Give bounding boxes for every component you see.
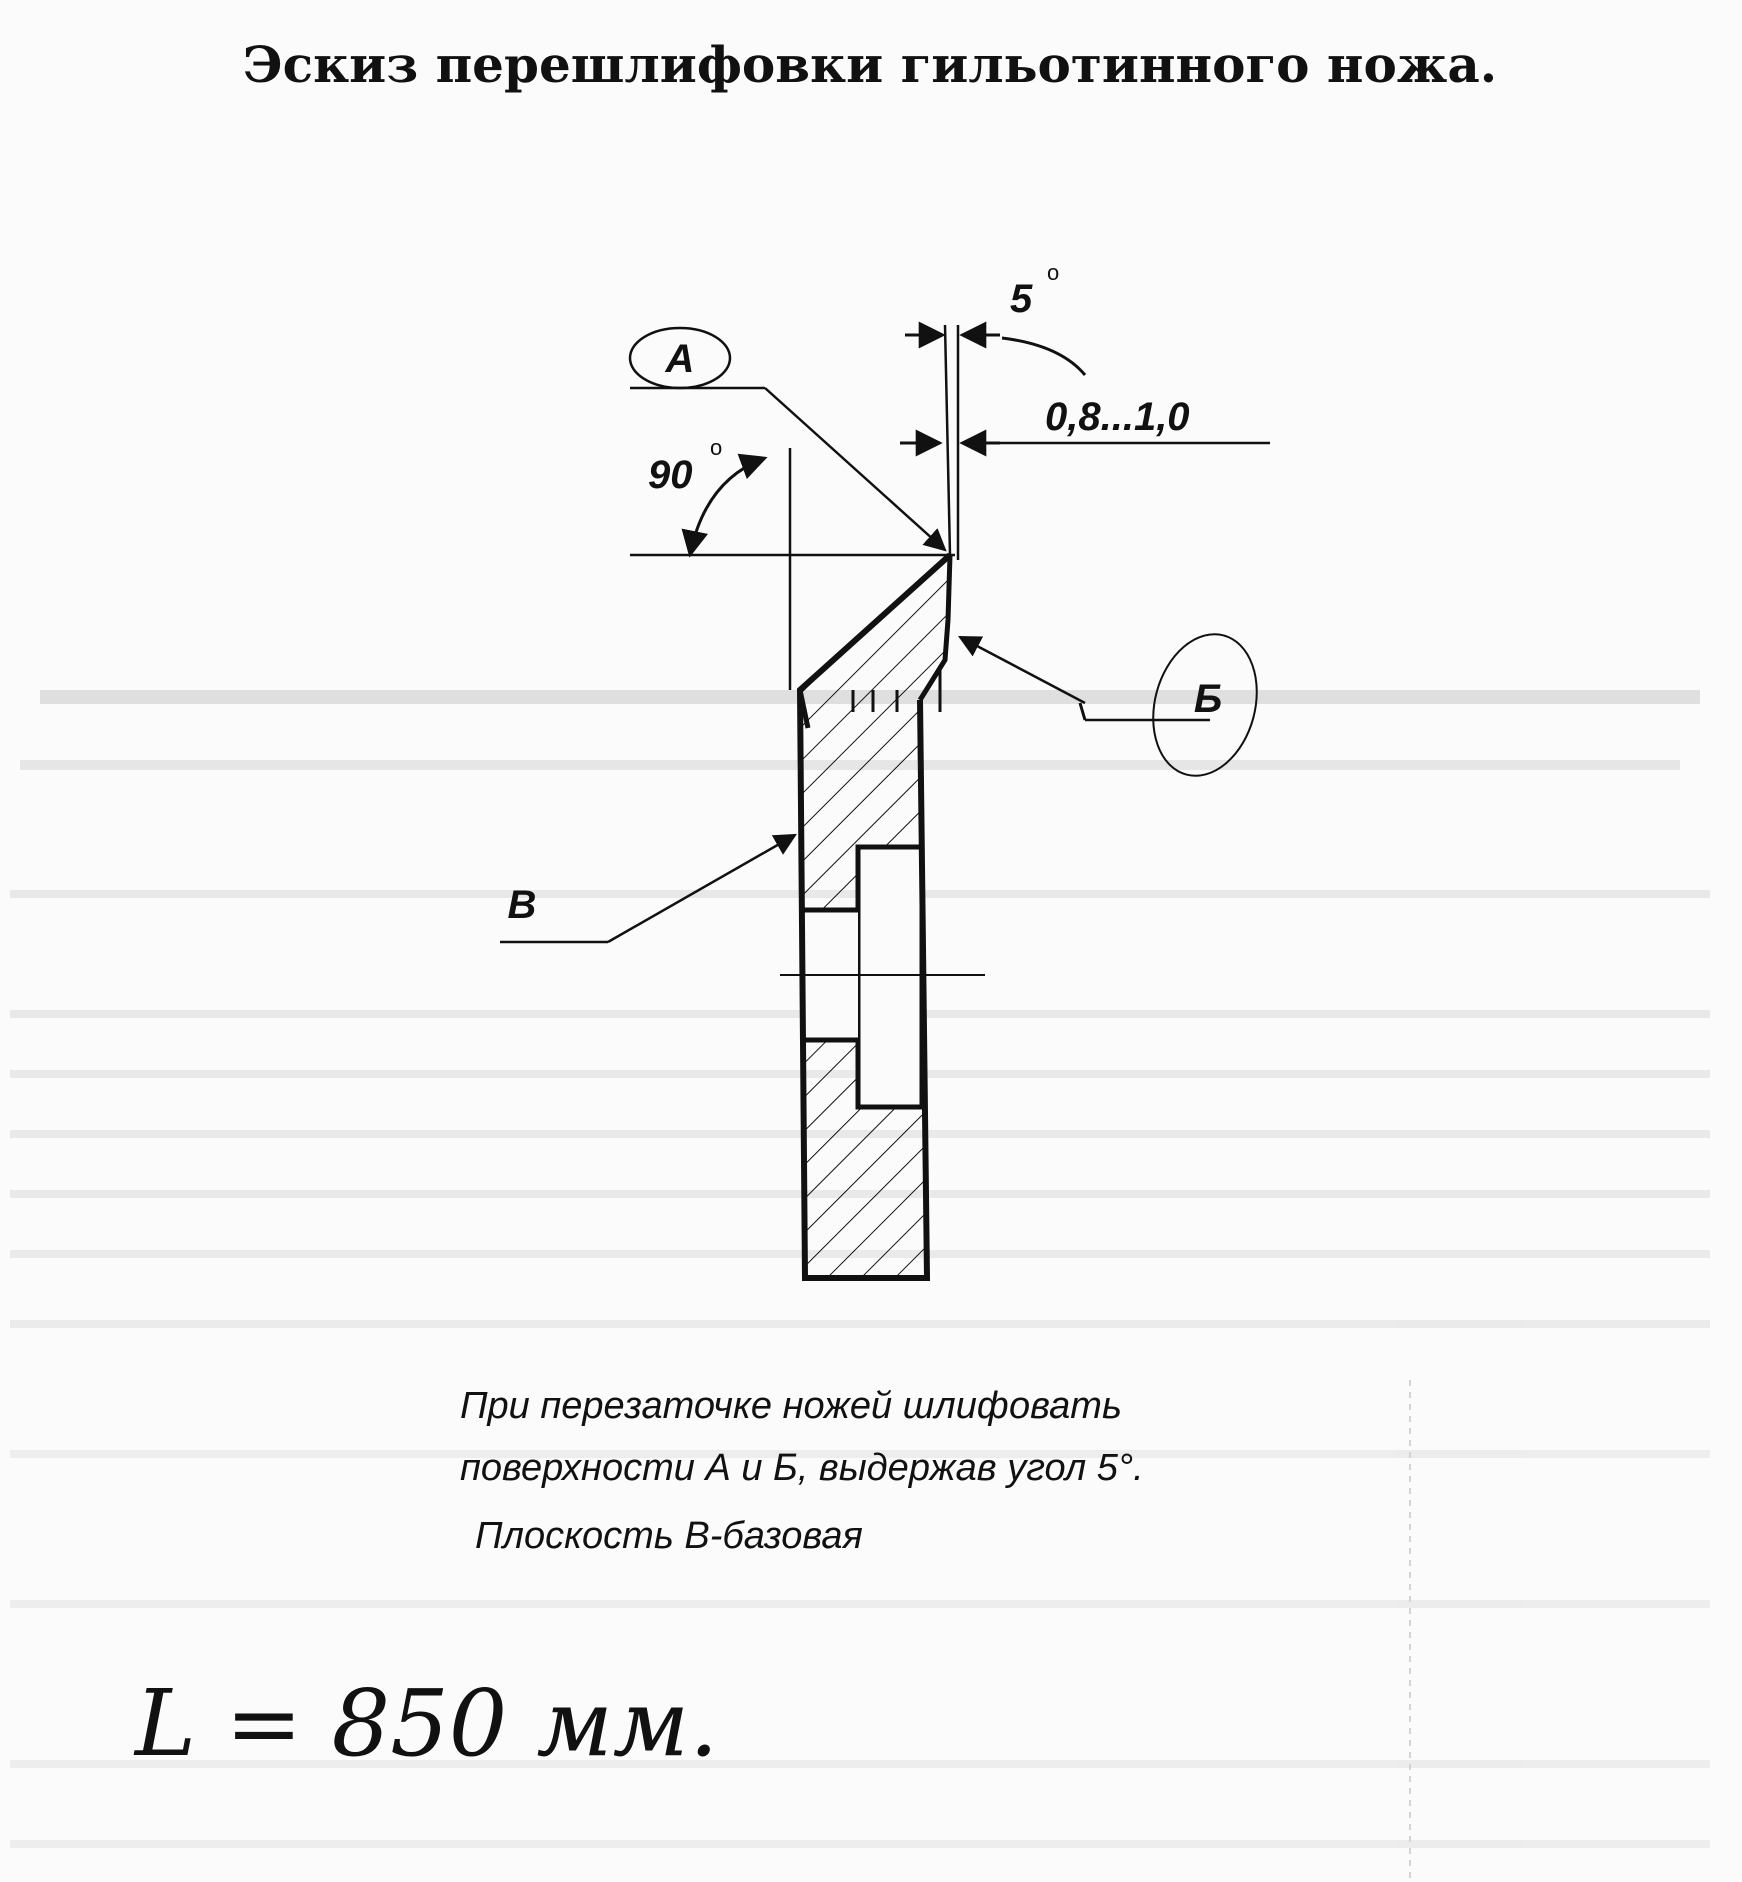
label-surface-b: Б	[1193, 677, 1223, 721]
label-surface-a: А	[665, 337, 695, 381]
note-line-3: Плоскость В-базовая	[475, 1515, 863, 1557]
land-width-label: 0,8...1,0	[1045, 395, 1190, 439]
handwritten-length: L = 850 мм.	[135, 1670, 719, 1777]
angle-5-degree: о	[1047, 260, 1060, 285]
dimension-lines	[630, 325, 1270, 712]
leader-surface-a[interactable]	[630, 328, 945, 550]
dimension-texts	[648, 260, 1190, 497]
note-line-1: При перезаточке ножей шлифовать	[460, 1385, 1122, 1427]
leader-surface-v[interactable]	[500, 835, 795, 942]
mounting-slot	[858, 847, 922, 1107]
knife-cross-section	[780, 555, 985, 1278]
label-surface-v: В	[507, 883, 537, 927]
angle-90-label: 90	[648, 453, 693, 497]
note-line-2: поверхности А и Б, выдержав угол 5°.	[460, 1447, 1144, 1489]
notes	[460, 1385, 1144, 1557]
angle-90-degree: о	[710, 435, 723, 460]
angle-5-label: 5	[1010, 277, 1033, 321]
page-title: Эскиз перешлифовки гильотинного ножа.	[242, 35, 1498, 94]
